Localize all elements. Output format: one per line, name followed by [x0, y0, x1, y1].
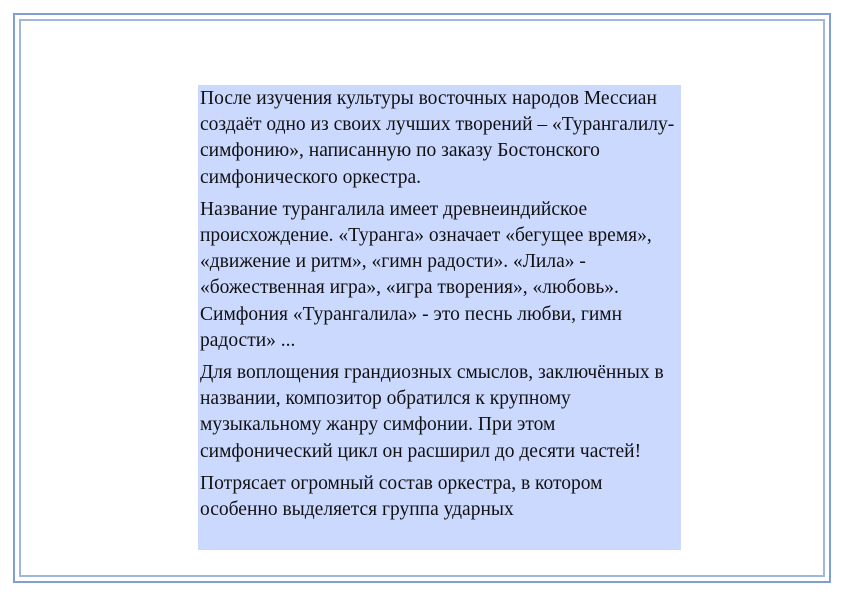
paragraph-2: Название турангалила имеет древнеиндийское происхождение. «Туранга» означает «бегущее время», «движение и ритм», «гимн радости». «Лила» - «божественная игра», «игра творения», «любовь». Симфония «Турангалила» - это песнь любви, гимн радости» ...: [200, 198, 652, 351]
paragraph-3: Для воплощения грандиозных смыслов, заключённых в названии, композитор обратился к крупному музыкальному жанру симфонии. При этом симфонический цикл он расширил до десяти частей!: [200, 362, 664, 462]
paragraph-1: После изучения культуры восточных народов Мессиан создаёт одно из своих лучших творений – «Турангалилу-симфонию», написанную по заказу Бостонского симфонического оркестра.: [200, 88, 675, 188]
paragraph-4: Потрясает огромный состав оркестра, в котором особенно выделяется группа ударных: [200, 472, 603, 521]
slide-text-box: [198, 85, 681, 550]
